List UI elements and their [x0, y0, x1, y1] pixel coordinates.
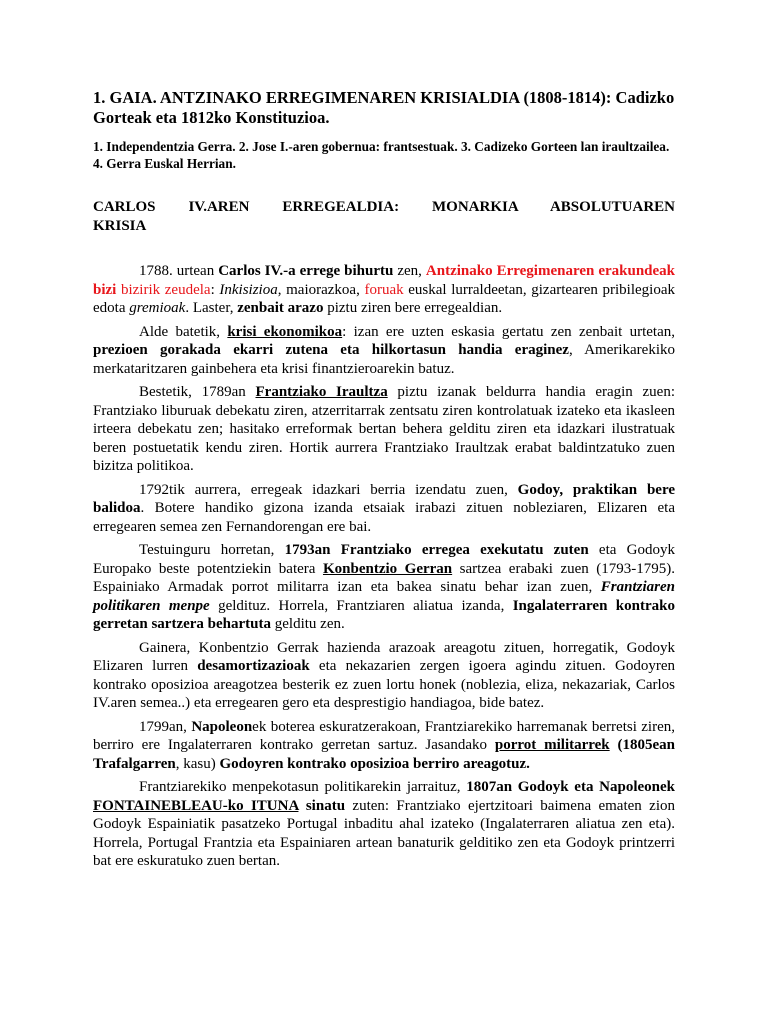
text: , kasu) [175, 755, 220, 772]
text-red: foruak [364, 281, 404, 298]
paragraph-4 [93, 481, 675, 537]
text: ek boterea eskuratzerakoan, Frantziarekiko harremanak berretsi ziren, berriro ere Ingalaterraren kontrako gerretan sartuz. Jasandako [93, 718, 675, 753]
section-heading-line2: KRISIA [93, 218, 147, 234]
text: , maiorazkoa, [277, 281, 365, 298]
text-italic: gremioak [129, 300, 186, 316]
text-italic: Inkisizioa [219, 281, 278, 298]
paragraph-2 [93, 323, 675, 379]
text: Frantziarekiko menpekotasun politikarekin jarraituz, [139, 779, 467, 795]
text-bold: sinatu [298, 797, 346, 814]
section-heading-line1: CARLOS IV.AREN ERREGEALDIA: MONARKIA ABSOLUTUAREN [93, 199, 675, 215]
text: 1792tik aurrera, erregeak idazkari berria izendatu zuen, [139, 481, 518, 498]
text: piztu ziren bere erregealdian. [323, 300, 503, 316]
text-bold-underline: krisi ekonomikoa [227, 323, 343, 340]
text-bold-underline: Konbentzio Gerran [322, 560, 453, 577]
text: zuten: Frantziako ejertzitoari baimena ematen zion Godoyk Espainiatik pasatzeko Portugal inbaditu ahal izateko (Ingalaterraren aliatua zen eta). Horrela, Portugal Frantzia eta Espainiaren artean banaturik gelditiko zen eta Godoyk printzerri bat ere eskuratuko zuen bertan. [93, 797, 675, 869]
text: 1788. urtean [139, 263, 219, 279]
text: eta nekazarien zergen igoera agindu zituen. Godoyren kontrako oposizioa areagotzea besterik ez zuen lortu honek (noblezia, eliza, nekazariak, Carlos IV.aren semea..) eta erregearen gero eta desprestigio handiagoa, bide batez. [93, 658, 676, 711]
paragraph-7 [93, 718, 675, 774]
text: Gainera, Konbentzio Gerrak hazienda arazoak areagotu zituen, horregatik, Godoyk Elizaren lurren [93, 639, 675, 674]
text-bold-underline: porrot militarrek [494, 737, 610, 753]
text: , Amerikarekiko merkataritzaren gainbehera eta krisi finantzieroarekin batuz. [93, 342, 675, 377]
text-bold: (1805ean Trafalgarren [93, 737, 676, 772]
paragraph-8 [93, 778, 675, 871]
text-bold: desamortizazioak [197, 658, 310, 674]
section-heading [93, 198, 675, 236]
text-bold-red: Antzinako Erregimenaren erakundeak bizi [93, 263, 675, 298]
text-bold: Godoyren kontrako oposizioa berriro areagotuz. [219, 755, 530, 772]
text: piztu izanak beldurra handia eragin zuen: Frantziako liburuak debekatu ziren, atzerritarrak zentsatu ziren kontrolatuak izateko eta ikasleen irteera debekatu zen; hasitako erreformak bertan behera gelditu ziren eta idazkari ilustratuak beren postuetatik kendu ziren. Hortik aurrera Frantziako Iraultzak erabat baldintzatuko zuen bizitza politikoa. [93, 384, 676, 474]
text: . Laster, [185, 300, 238, 316]
text-red: bizirik zeudela [116, 281, 211, 298]
topic-outline: 1. Independentzia Gerra. 2. Jose I.-aren gobernua: frantsestuak. 3. Cadizeko Gorteen lan iraultzailea. 4. Gerra Euskal Herrian. [93, 139, 670, 171]
paragraph-1 [93, 262, 675, 318]
text-bold: Godoy, praktikan bere balidoa [93, 481, 675, 516]
document-page [93, 88, 675, 876]
text: eta Godoyk Europako beste potentziekin batera [93, 542, 675, 577]
text: : izan ere uzten eskasia gertatu zen zenbait urtetan, [342, 323, 675, 340]
text: 1799an, [139, 718, 192, 735]
text: : [210, 281, 220, 298]
text-bold: 1807an Godoyk eta Napoleonek [466, 779, 675, 795]
text-bold-underline: Frantziako Iraultza [255, 384, 388, 400]
paragraph-5 [93, 541, 675, 634]
text: Testuinguru horretan, [139, 542, 285, 558]
text-bold-italic: Frantziaren politikaren menpe [93, 579, 675, 614]
text-bold: Napoleon [191, 718, 253, 735]
text: gelditu [209, 597, 260, 614]
text: sartzea erabaki zuen (1793-1795). Espainiako Armadak porrot militarra izan eta bakea sinatu behar izan zuen, [93, 560, 675, 595]
text-bold: 1793an Frantziako erregea exekutatu zuten [284, 542, 589, 558]
text-bold: prezioen gorakada ekarri zutena eta hilkortasun handia eraginez [93, 342, 569, 358]
text-bold: Ingalaterraren kontrako gerretan sartzera behartuta [93, 597, 675, 632]
paragraph-6 [93, 639, 675, 713]
text-bold: Carlos IV.-a errege bihurtu [218, 263, 394, 279]
paragraph-3 [93, 383, 675, 476]
text: . Botere handiko gizona izanda etsaiak irabazi zituen nobleziaren, Elizaren eta erregearen semea zen Fernandorengan ere bai. [93, 500, 675, 535]
text: zen, [393, 263, 426, 279]
text-bold: zenbait arazo [237, 300, 324, 316]
text: Alde batetik, [139, 323, 228, 340]
text: z. Horrela, Frantziaren aliatua izanda, [259, 597, 513, 614]
text: euskal lurraldeetan, gizartearen pribilegioak edota [93, 281, 675, 316]
text: gelditu zen. [271, 616, 345, 632]
text: Bestetik, 1789an [139, 384, 256, 400]
text-bold-underline: FONTAINEBLEAU-ko ITUNA [93, 797, 299, 814]
page-title: 1. GAIA. ANTZINAKO ERREGIMENAREN KRISIALDIA (1808-1814): Cadizko Gorteak eta 1812ko Konstituzioa. [93, 88, 675, 127]
